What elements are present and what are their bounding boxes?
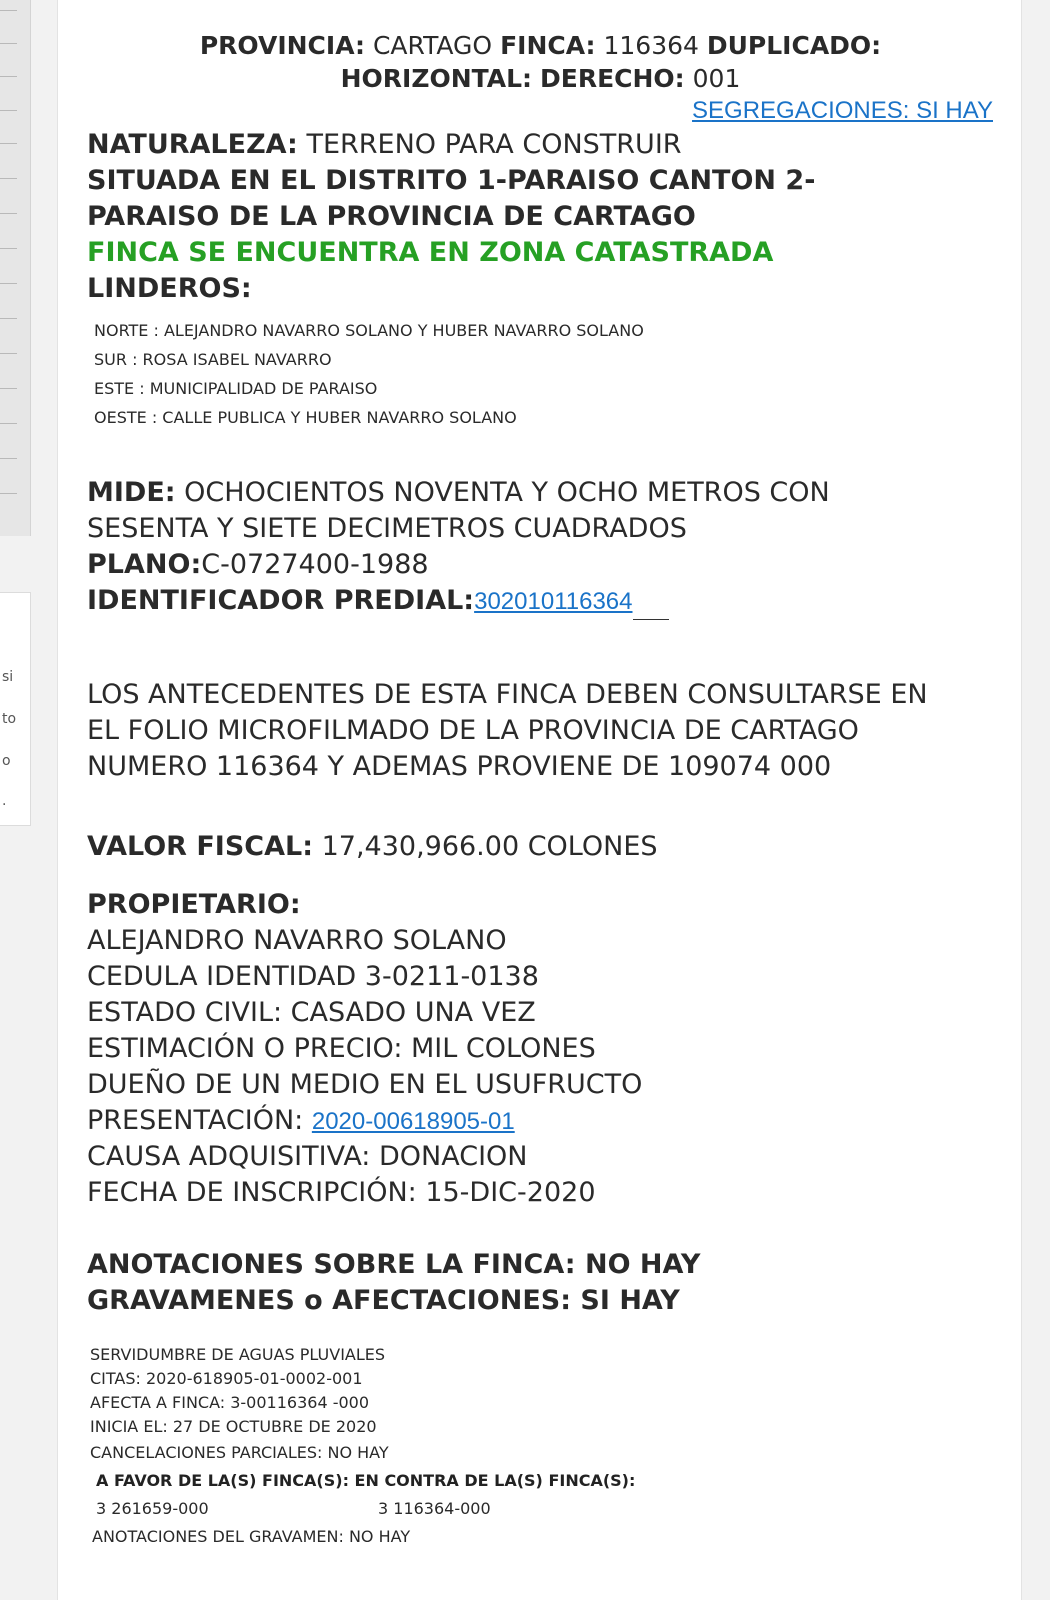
property-report (57, 0, 1022, 1600)
identificador-predial-link[interactable]: 302010116364 (474, 588, 633, 615)
background-side-panel (0, 592, 31, 826)
propietario-estado-civil: ESTADO CIVIL: CASADO UNA VEZ (87, 997, 536, 1028)
report-header-line2 (58, 62, 1023, 95)
situada-line-1: SITUADA EN EL DISTRITO 1-PARAISO CANTON 2- (87, 165, 816, 196)
side-fragment: o (2, 753, 11, 769)
propietario-fecha: FECHA DE INSCRIPCIÓN: 15-DIC-2020 (87, 1177, 596, 1208)
identificador-line (87, 583, 669, 620)
propietario-nombre: ALEJANDRO NAVARRO SOLANO (87, 925, 507, 956)
horizontal-label: HORIZONTAL: (340, 64, 533, 93)
naturaleza-line (87, 127, 682, 163)
side-fragment: to (2, 711, 17, 727)
favor-header: A FAVOR DE LA(S) FINCA(S): (96, 1471, 349, 1490)
provincia-label: PROVINCIA: (199, 31, 365, 60)
lindero-oeste: OESTE : CALLE PUBLICA Y HUBER NAVARRO SOLANO (94, 408, 517, 427)
derecho-value: 001 (692, 64, 741, 93)
mide-line-2: SESENTA Y SIETE DECIMETROS CUADRADOS (87, 513, 687, 544)
propietario-causa: CAUSA ADQUISITIVA: DONACION (87, 1141, 528, 1172)
lindero-norte: NORTE : ALEJANDRO NAVARRO SOLANO Y HUBER NAVARRO SOLANO (94, 321, 644, 340)
situada-line-2: PARAISO DE LA PROVINCIA DE CARTAGO (87, 201, 696, 232)
valor-fiscal-line (87, 829, 658, 865)
valor-fiscal-label: VALOR FISCAL: (87, 831, 313, 862)
background-window-strip (0, 0, 31, 536)
duplicado-label: DUPLICADO: (706, 31, 882, 60)
valor-fiscal-value: 17,430,966.00 COLONES (321, 831, 658, 862)
gravamen-inicia: INICIA EL: 27 DE OCTUBRE DE 2020 (90, 1417, 377, 1436)
side-fragment: . (2, 793, 7, 809)
finca-value: 116364 (603, 31, 699, 60)
plano-value: C-0727400-1988 (201, 549, 429, 580)
gravamenes-afectaciones: GRAVAMENES o AFECTACIONES: SI HAY (87, 1285, 680, 1316)
propietario-presentacion (87, 1103, 515, 1140)
identificador-label: IDENTIFICADOR PREDIAL: (87, 585, 475, 616)
gravamen-afecta: AFECTA A FINCA: 3-00116364 -000 (90, 1393, 370, 1412)
side-fragment: si (2, 669, 14, 685)
segregaciones-link[interactable]: SEGREGACIONES: SI HAY (692, 97, 993, 124)
contra-header: EN CONTRA DE LA(S) FINCA(S): (354, 1471, 636, 1490)
propietario-cedula: CEDULA IDENTIDAD 3-0211-0138 (87, 961, 539, 992)
propietario-dueno: DUEÑO DE UN MEDIO EN EL USUFRUCTO (87, 1069, 643, 1100)
mide-label: MIDE: (87, 477, 176, 508)
antecedentes-line-2: EL FOLIO MICROFILMADO DE LA PROVINCIA DE CARTAGO (87, 715, 859, 746)
report-header-line1 (58, 29, 1023, 62)
anotaciones-gravamen: ANOTACIONES DEL GRAVAMEN: NO HAY (92, 1527, 411, 1546)
propietario-estimacion: ESTIMACIÓN O PRECIO: MIL COLONES (87, 1033, 596, 1064)
gravamen-tipo: SERVIDUMBRE DE AGUAS PLUVIALES (90, 1345, 386, 1364)
linderos-title: LINDEROS: (87, 273, 252, 304)
favor-value: 3 261659-000 (96, 1499, 209, 1518)
presentacion-link[interactable]: 2020-00618905-01 (311, 1108, 515, 1135)
catastro-status: FINCA SE ENCUENTRA EN ZONA CATASTRADA (87, 237, 774, 268)
propietario-title: PROPIETARIO: (87, 889, 301, 920)
derecho-label: DERECHO: (540, 64, 685, 93)
favor-contra-header (96, 1469, 635, 1493)
contra-value: 3 116364-000 (378, 1499, 491, 1518)
antecedentes-line-3: NUMERO 116364 Y ADEMAS PROVIENE DE 109074 000 (87, 751, 832, 782)
antecedentes-line-1: LOS ANTECEDENTES DE ESTA FINCA DEBEN CONSULTARSE EN (87, 679, 928, 710)
finca-label: FINCA: (500, 31, 596, 60)
mide-value: OCHOCIENTOS NOVENTA Y OCHO METROS CON (184, 477, 830, 508)
plano-label: PLANO: (87, 549, 202, 580)
anotaciones-finca: ANOTACIONES SOBRE LA FINCA: NO HAY (87, 1249, 701, 1280)
provincia-value: CARTAGO (372, 31, 493, 60)
lindero-sur: SUR : ROSA ISABEL NAVARRO (94, 350, 332, 369)
gravamen-citas: CITAS: 2020-618905-01-0002-001 (90, 1369, 363, 1388)
gravamen-cancelaciones: CANCELACIONES PARCIALES: NO HAY (90, 1443, 389, 1462)
naturaleza-value: TERRENO PARA CONSTRUIR (306, 129, 682, 160)
lindero-este: ESTE : MUNICIPALIDAD DE PARAISO (94, 379, 378, 398)
mide-line-1 (87, 475, 830, 511)
identificador-underline (633, 595, 669, 620)
plano-line (87, 547, 429, 583)
naturaleza-label: NATURALEZA: (87, 129, 298, 160)
presentacion-label: PRESENTACIÓN: (87, 1105, 304, 1136)
